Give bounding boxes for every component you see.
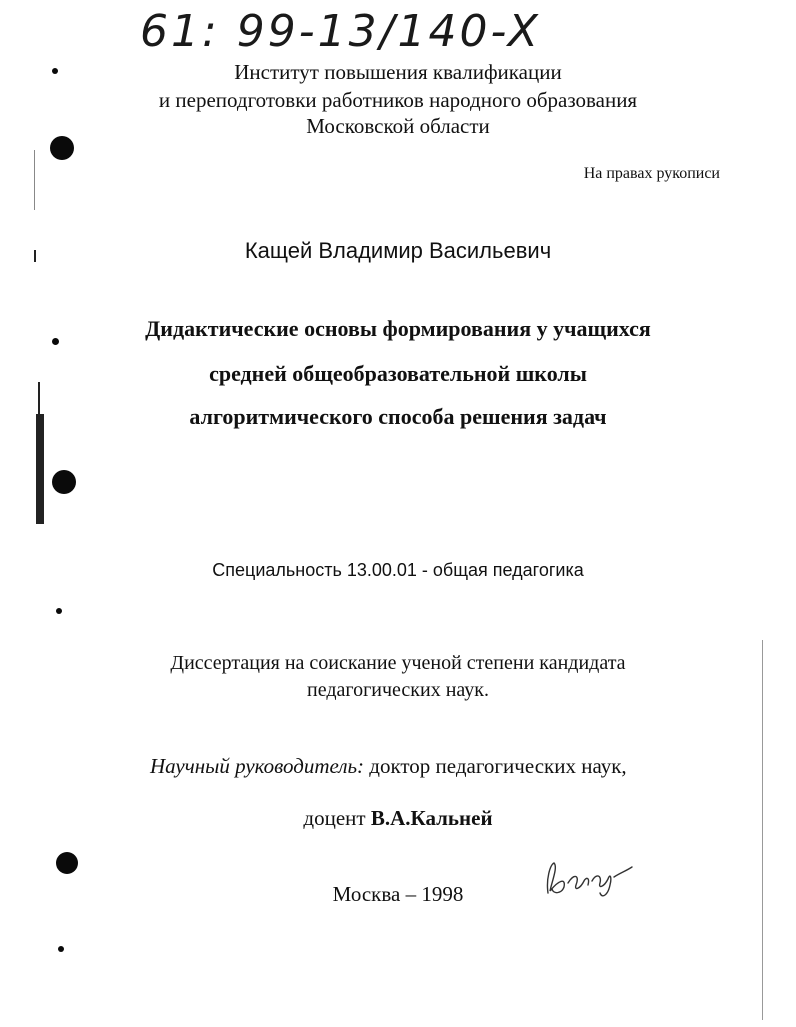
scan-mark <box>58 946 64 952</box>
title-line-1: Дидактические основы формирования у учащихся <box>145 316 651 341</box>
scan-mark <box>52 338 59 345</box>
scan-edge-shadow <box>34 150 35 210</box>
dissertation-line-2: педагогических наук. <box>307 679 489 701</box>
scan-edge-shadow <box>34 250 36 262</box>
docent-prefix: доцент <box>303 806 366 830</box>
title-line-3: алгоритмического способа решения задач <box>189 404 607 429</box>
supervisor-name: В.А.Кальней <box>370 806 493 830</box>
institute-line-3: Московской области <box>306 114 490 138</box>
supervisor-line <box>150 754 627 779</box>
rights-note: На правах рукописи <box>583 165 720 182</box>
title-line-2: средней общеобразовательной школы <box>209 361 587 386</box>
scan-mark <box>52 68 58 74</box>
catalog-stamp: 61: 99-13/140-X <box>140 6 541 57</box>
supervisor-label: Научный руководитель: <box>150 754 365 778</box>
scan-edge-shadow <box>36 414 44 524</box>
scan-edge-shadow <box>38 382 40 418</box>
docent-line <box>0 806 796 831</box>
institute-line-1: Институт повышения квалификации <box>234 60 562 84</box>
author-name: Кащей Владимир Васильевич <box>244 238 552 263</box>
city-year: Москва – 1998 <box>332 882 464 906</box>
binder-hole <box>50 136 74 160</box>
dissertation-line-1: Диссертация на соискание ученой степени кандидата <box>170 652 626 674</box>
specialty: Специальность 13.00.01 - общая педагогика <box>212 560 584 580</box>
scan-mark <box>56 608 62 614</box>
institute-line-2: и переподготовки работников народного образования <box>158 88 638 112</box>
scan-edge-shadow <box>762 640 763 1020</box>
signature-icon <box>540 855 640 905</box>
binder-hole <box>56 852 78 874</box>
binder-hole <box>52 470 76 494</box>
supervisor-degree: доктор педагогических наук, <box>369 754 627 778</box>
